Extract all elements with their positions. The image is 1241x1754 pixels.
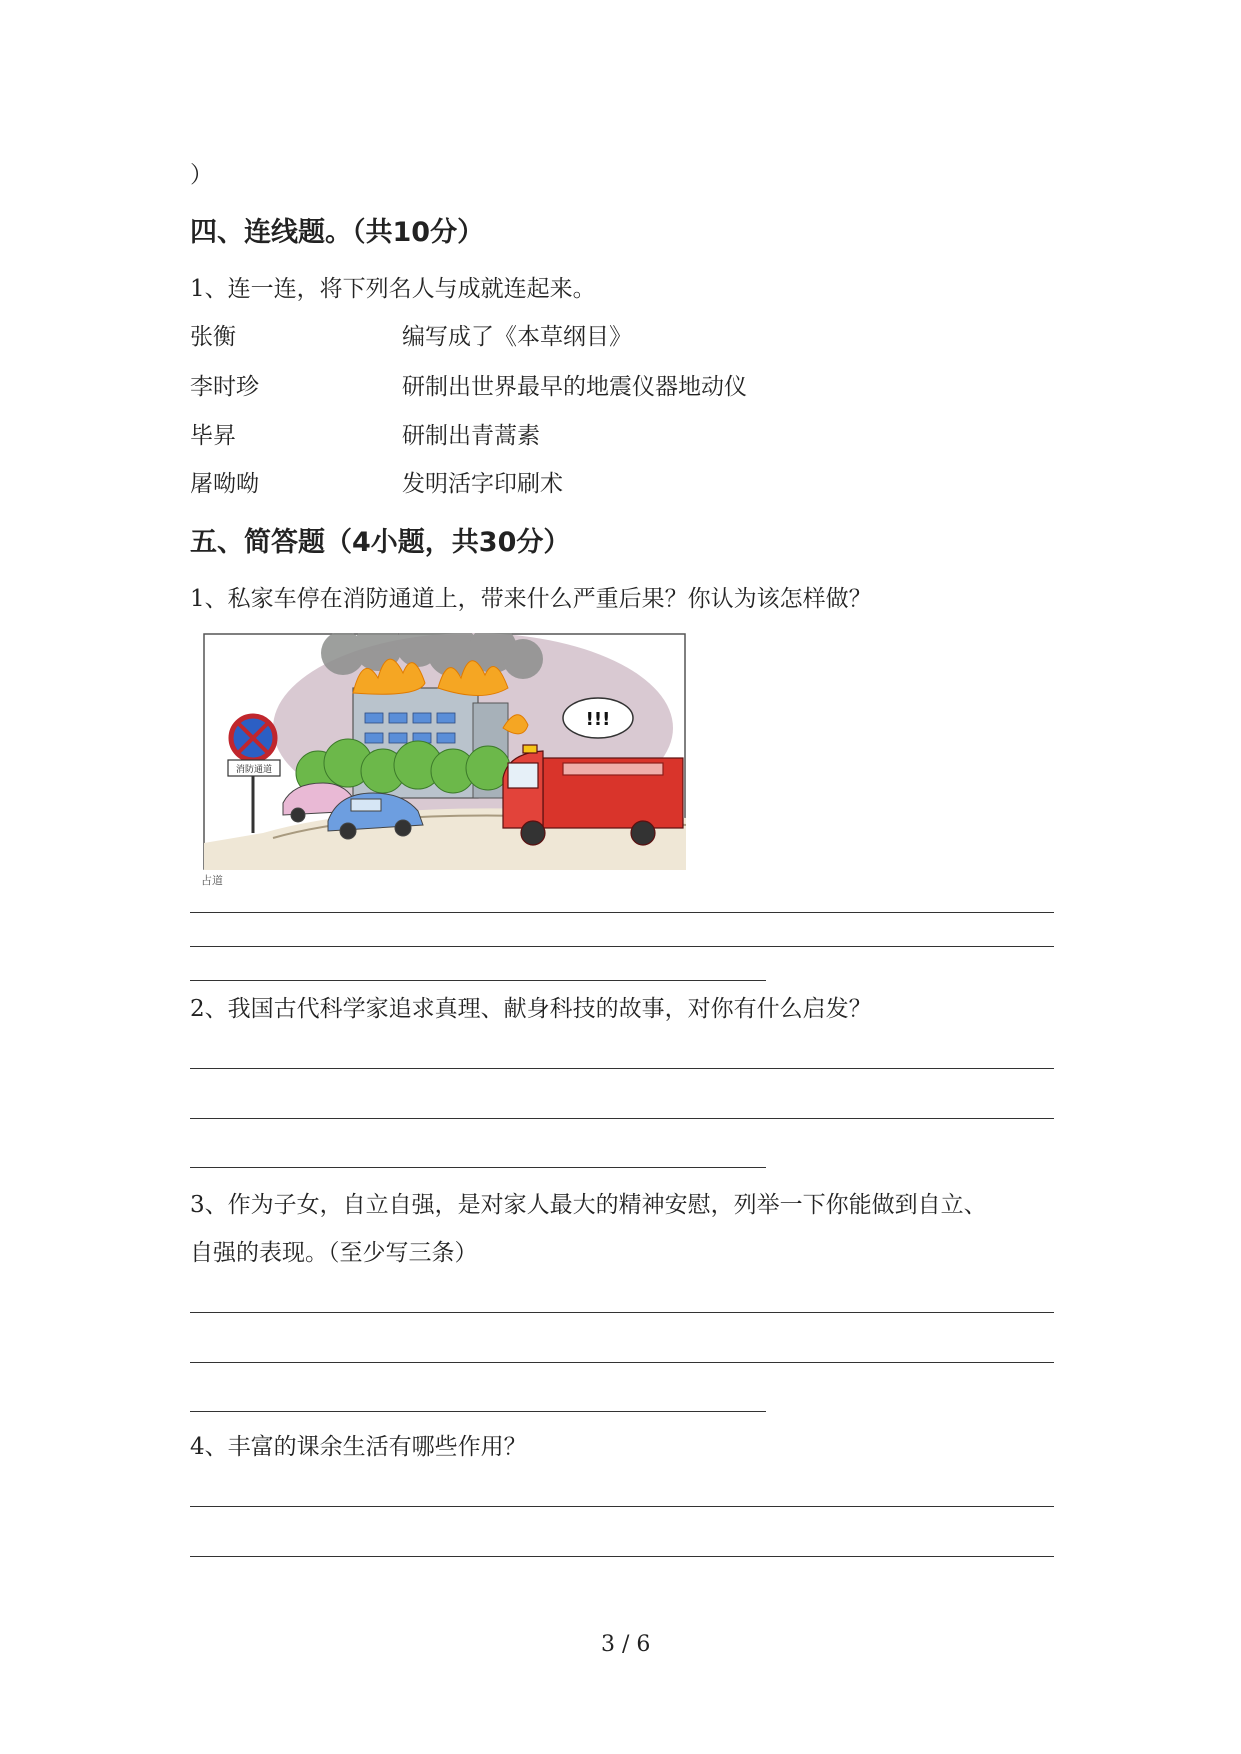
illustration-caption: 占道 bbox=[201, 874, 223, 887]
match-left-item-3: 毕昇 bbox=[190, 423, 236, 449]
match-left-item-2: 李时珍 bbox=[190, 374, 259, 400]
answer-line[interactable] bbox=[190, 980, 766, 981]
fire-lane-sign-text: 消防通道 bbox=[235, 765, 273, 775]
answer-line[interactable] bbox=[190, 1411, 766, 1412]
match-right-item-4: 发明活字印刷术 bbox=[402, 471, 563, 497]
answer-line[interactable] bbox=[190, 1118, 1054, 1119]
section-4-question-1: 1、连一连，将下列名人与成就连起来。 bbox=[190, 276, 596, 302]
answer-line[interactable] bbox=[190, 1556, 1054, 1557]
section-4-heading: 四、连线题。（共10分） bbox=[190, 217, 485, 248]
answer-line[interactable] bbox=[190, 912, 1054, 913]
section-5-question-4: 4、丰富的课余生活有哪些作用？ bbox=[190, 1434, 527, 1460]
match-right-item-3: 研制出青蒿素 bbox=[402, 423, 540, 449]
answer-line[interactable] bbox=[190, 1312, 1054, 1313]
match-left-item-4: 屠呦呦 bbox=[190, 471, 259, 497]
previous-question-fragment: ） bbox=[190, 162, 213, 188]
page-number: 3 / 6 bbox=[601, 1632, 651, 1657]
answer-line[interactable] bbox=[190, 946, 1054, 947]
section-5-question-3-line-2: 自强的表现。（至少写三条） bbox=[190, 1240, 478, 1266]
match-left-item-1: 张衡 bbox=[190, 324, 236, 350]
exclamation-bubble-text: !!! bbox=[585, 709, 611, 730]
section-5-question-3-line-1: 3、作为子女，自立自强，是对家人最大的精神安慰，列举一下你能做到自立、 bbox=[190, 1192, 987, 1218]
fire-lane-illustration bbox=[203, 633, 686, 870]
match-right-item-2: 研制出世界最早的地震仪器地动仪 bbox=[402, 374, 747, 400]
answer-line[interactable] bbox=[190, 1362, 1054, 1363]
section-5-question-1: 1、私家车停在消防通道上，带来什么严重后果？你认为该怎样做？ bbox=[190, 586, 872, 612]
match-right-item-1: 编写成了《本草纲目》 bbox=[402, 324, 632, 350]
answer-line[interactable] bbox=[190, 1506, 1054, 1507]
section-5-heading: 五、简答题（4小题，共30分） bbox=[190, 527, 571, 558]
answer-line[interactable] bbox=[190, 1167, 766, 1168]
answer-line[interactable] bbox=[190, 1068, 1054, 1069]
section-5-question-2: 2、我国古代科学家追求真理、献身科技的故事，对你有什么启发？ bbox=[190, 996, 872, 1022]
